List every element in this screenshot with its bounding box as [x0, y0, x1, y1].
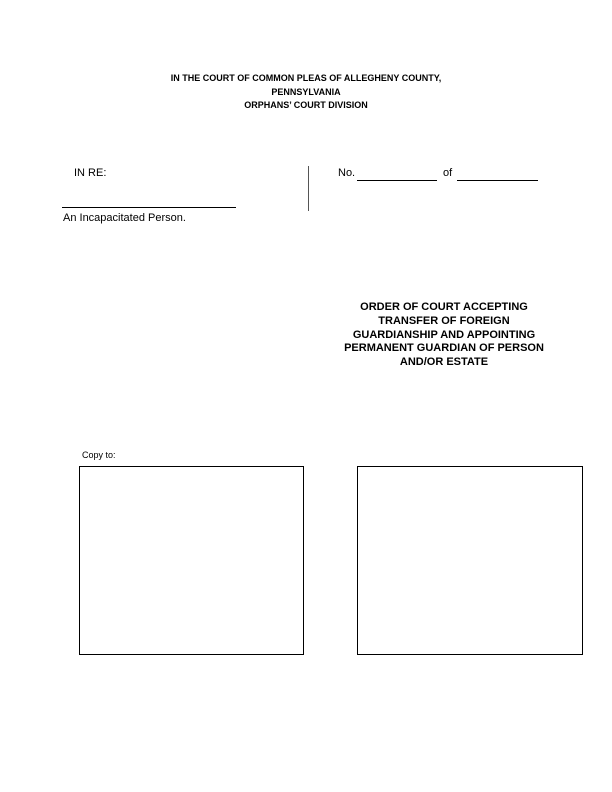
court-header-line-2: PENNSYLVANIA: [271, 86, 341, 97]
order-title-line-3: GUARDIANSHIP AND APPOINTING: [352, 328, 536, 341]
order-title-line-1: ORDER OF COURT ACCEPTING: [360, 301, 528, 313]
order-title: [334, 301, 554, 370]
court-header-line-1: IN THE COURT OF COMMON PLEAS OF ALLEGHENY COUNTY,: [170, 73, 442, 83]
copy-to-box-right[interactable]: [357, 466, 583, 655]
case-number-field[interactable]: [357, 180, 437, 181]
case-year-label: of: [443, 167, 453, 179]
in-re-label: IN RE:: [74, 167, 107, 179]
court-header-line-3: ORPHANS’ COURT DIVISION: [244, 100, 368, 110]
copy-to-box-left[interactable]: [79, 466, 304, 655]
copy-to-label: Copy to:: [82, 450, 116, 460]
party-name-line[interactable]: [62, 207, 236, 208]
order-title-line-5: AND/OR ESTATE: [399, 356, 489, 369]
order-title-line-4: PERMANENT GUARDIAN OF PERSON: [344, 342, 544, 355]
court-header: [0, 72, 612, 113]
case-year-field[interactable]: [457, 180, 538, 181]
caption-divider: [308, 166, 309, 211]
order-title-line-2: TRANSFER OF FOREIGN: [378, 314, 510, 327]
party-label: An Incapacitated Person.: [63, 212, 186, 224]
case-number-label: No.: [338, 167, 356, 179]
